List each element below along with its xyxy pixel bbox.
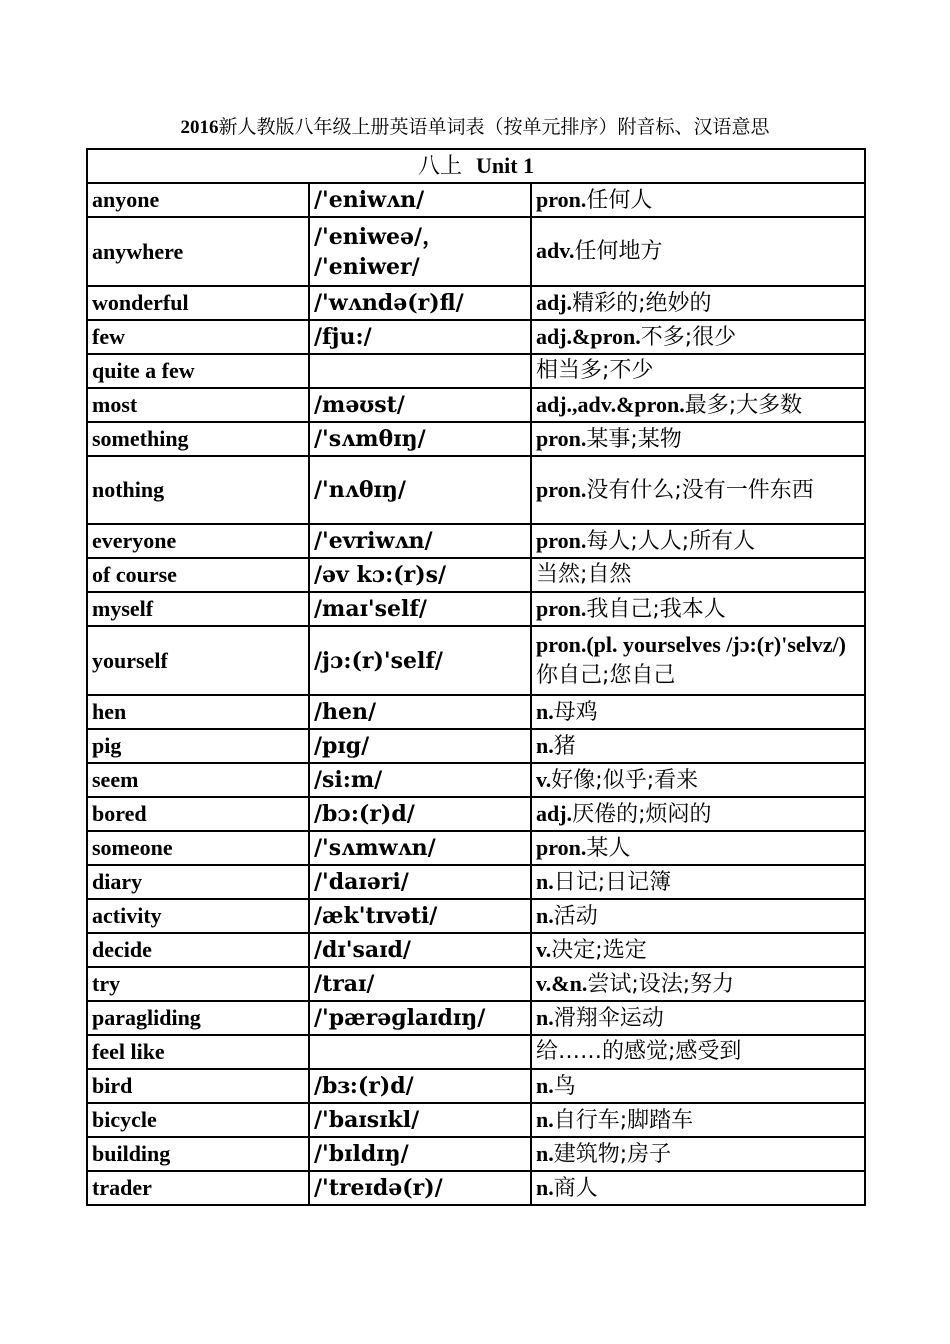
chinese-meaning: 最多;大多数 — [684, 392, 803, 418]
table-row — [87, 797, 865, 831]
meaning-cell — [531, 354, 865, 388]
part-of-speech: pron. — [536, 595, 587, 621]
table-row — [87, 1137, 865, 1171]
word-cell: wonderful — [87, 286, 309, 320]
table-row — [87, 763, 865, 797]
chinese-meaning: 自行车;脚踏车 — [553, 1107, 694, 1133]
phonetic-line: /'eniwer/ — [314, 253, 420, 280]
table-row — [87, 388, 865, 422]
table-row — [87, 558, 865, 592]
chinese-meaning: 活动 — [553, 903, 598, 929]
part-of-speech: adv. — [536, 238, 575, 263]
chinese-meaning: 鸟 — [553, 1073, 576, 1099]
chinese-meaning: 相当多;不少 — [536, 358, 654, 383]
meaning-cell — [531, 286, 865, 320]
chinese-meaning: 猪 — [553, 733, 576, 759]
meaning-cell — [531, 320, 865, 354]
word-cell: everyone — [87, 524, 309, 558]
vocabulary-table-body — [87, 149, 865, 1205]
phonetic-cell: /'wʌndə(r)fl/ — [309, 286, 531, 320]
phonetic-cell: /maɪ'self/ — [309, 592, 531, 626]
word-cell: quite a few — [87, 354, 309, 388]
phonetic-cell: /'evriwʌn/ — [309, 524, 531, 558]
part-of-speech: n. — [536, 1004, 554, 1030]
chinese-meaning: 你自己;您自己 — [536, 663, 676, 688]
meaning-cell — [531, 933, 865, 967]
unit-title: Unit 1 — [475, 153, 535, 178]
word-cell: yourself — [87, 626, 309, 695]
word-cell: trader — [87, 1171, 309, 1205]
table-row — [87, 831, 865, 865]
word-cell: bird — [87, 1069, 309, 1103]
part-of-speech: n. — [536, 1106, 554, 1132]
chinese-meaning: 给……的感觉;感受到 — [536, 1039, 742, 1064]
part-of-speech: v. — [536, 936, 552, 962]
phonetic-cell — [309, 354, 531, 388]
meaning-cell — [531, 763, 865, 797]
table-row — [87, 865, 865, 899]
table-row — [87, 695, 865, 729]
phonetic-cell: /əv kɔ:(r)s/ — [309, 558, 531, 592]
table-row — [87, 1103, 865, 1137]
meaning-cell — [531, 217, 865, 286]
part-of-speech: n. — [536, 902, 554, 928]
chinese-meaning: 精彩的;绝妙的 — [572, 290, 712, 316]
table-row — [87, 524, 865, 558]
unit-header — [87, 149, 865, 183]
meaning-cell — [531, 899, 865, 933]
meaning-cell — [531, 797, 865, 831]
word-cell: anyone — [87, 183, 309, 217]
word-cell: nothing — [87, 456, 309, 524]
table-row — [87, 354, 865, 388]
chinese-meaning: 任何人 — [586, 187, 653, 213]
title-text: 新人教版八年级上册英语单词表（按单元排序）附音标、汉语意思 — [218, 117, 770, 138]
part-of-speech: adj.&pron. — [536, 323, 641, 349]
part-of-speech: pron.(pl. yourselves /jɔ:(r)'selvz/) — [536, 632, 846, 657]
word-cell: myself — [87, 592, 309, 626]
chinese-meaning: 日记;日记簿 — [553, 869, 672, 895]
meaning-cell — [531, 626, 865, 695]
phonetic-cell: /bɔ:(r)d/ — [309, 797, 531, 831]
part-of-speech: adj.,adv.&pron. — [536, 391, 685, 417]
word-cell: feel like — [87, 1035, 309, 1069]
table-row — [87, 729, 865, 763]
part-of-speech: n. — [536, 1072, 554, 1098]
part-of-speech: adj. — [536, 289, 573, 315]
meaning-cell — [531, 1069, 865, 1103]
chinese-meaning: 每人;人人;所有人 — [586, 528, 756, 554]
word-cell: activity — [87, 899, 309, 933]
word-cell: hen — [87, 695, 309, 729]
word-cell: building — [87, 1137, 309, 1171]
word-cell: decide — [87, 933, 309, 967]
phonetic-cell: /'sʌmwʌn/ — [309, 831, 531, 865]
meaning-cell — [531, 1137, 865, 1171]
part-of-speech: pron. — [536, 476, 587, 502]
meaning-cell — [531, 422, 865, 456]
part-of-speech: pron. — [536, 186, 587, 212]
table-row — [87, 592, 865, 626]
phonetic-cell: /jɔ:(r)'self/ — [309, 626, 531, 695]
table-row — [87, 286, 865, 320]
chinese-meaning: 好像;似乎;看来 — [551, 767, 699, 793]
word-cell: anywhere — [87, 217, 309, 286]
chinese-meaning: 母鸡 — [553, 699, 598, 725]
table-row — [87, 626, 865, 695]
part-of-speech: v. — [536, 766, 552, 792]
word-cell: seem — [87, 763, 309, 797]
table-row — [87, 320, 865, 354]
phonetic-cell: /si:m/ — [309, 763, 531, 797]
meaning-cell — [531, 1171, 865, 1205]
word-cell: few — [87, 320, 309, 354]
meaning-cell — [531, 1035, 865, 1069]
part-of-speech: n. — [536, 1140, 554, 1166]
table-row — [87, 1001, 865, 1035]
phonetic-cell: /fju:/ — [309, 320, 531, 354]
meaning-cell — [531, 592, 865, 626]
phonetic-cell: /æk'tɪvəti/ — [309, 899, 531, 933]
phonetic-cell: /traɪ/ — [309, 967, 531, 1001]
chinese-meaning: 尝试;设法;努力 — [587, 971, 735, 997]
word-cell: pig — [87, 729, 309, 763]
chinese-meaning: 没有什么;没有一件东西 — [586, 477, 814, 503]
phonetic-cell: /'treɪdə(r)/ — [309, 1171, 531, 1205]
table-row — [87, 456, 865, 524]
part-of-speech: adj. — [536, 800, 573, 826]
part-of-speech: n. — [536, 1174, 554, 1200]
table-row — [87, 967, 865, 1001]
table-row — [87, 422, 865, 456]
phonetic-cell: /'pærəɡlaɪdɪŋ/ — [309, 1001, 531, 1035]
unit-grade: 八上 — [417, 153, 462, 178]
table-row — [87, 933, 865, 967]
unit-header-row — [87, 149, 865, 183]
page-title — [0, 116, 950, 140]
title-year: 2016 — [180, 117, 219, 138]
phonetic-cell: /'eniwʌn/ — [309, 183, 531, 217]
chinese-meaning: 不多;很少 — [640, 324, 737, 350]
meaning-cell — [531, 1001, 865, 1035]
meaning-cell — [531, 865, 865, 899]
phonetic-cell: /'sʌmθɪŋ/ — [309, 422, 531, 456]
word-cell: of course — [87, 558, 309, 592]
word-cell: most — [87, 388, 309, 422]
part-of-speech: n. — [536, 698, 554, 724]
chinese-meaning: 建筑物;房子 — [553, 1141, 672, 1167]
chinese-meaning: 任何地方 — [574, 239, 663, 264]
phonetic-cell: /bɜ:(r)d/ — [309, 1069, 531, 1103]
chinese-meaning: 某事;某物 — [586, 426, 682, 452]
phonetic-cell: /hen/ — [309, 695, 531, 729]
vocabulary-table — [86, 148, 866, 1206]
meaning-cell — [531, 524, 865, 558]
part-of-speech: pron. — [536, 425, 587, 451]
table-row — [87, 1069, 865, 1103]
table-row — [87, 1171, 865, 1205]
chinese-meaning: 当然;自然 — [536, 562, 632, 587]
word-cell: something — [87, 422, 309, 456]
meaning-cell — [531, 967, 865, 1001]
phonetic-cell — [309, 1035, 531, 1069]
chinese-meaning: 我自己;我本人 — [586, 596, 726, 622]
phonetic-cell: /'baɪsɪkl/ — [309, 1103, 531, 1137]
part-of-speech: pron. — [536, 834, 587, 860]
table-row — [87, 183, 865, 217]
part-of-speech: pron. — [536, 527, 587, 553]
table-row — [87, 217, 865, 286]
table-row — [87, 899, 865, 933]
meaning-cell — [531, 831, 865, 865]
phonetic-cell: /dɪ'saɪd/ — [309, 933, 531, 967]
chinese-meaning: 滑翔伞运动 — [553, 1005, 664, 1031]
word-cell: paragliding — [87, 1001, 309, 1035]
chinese-meaning: 决定;选定 — [551, 937, 647, 963]
phonetic-cell: /'daɪəri/ — [309, 865, 531, 899]
table-row — [87, 1035, 865, 1069]
chinese-meaning: 商人 — [553, 1175, 598, 1201]
phonetic-cell: /'nʌθɪŋ/ — [309, 456, 531, 524]
meaning-cell — [531, 1103, 865, 1137]
phonetic-cell: /məʊst/ — [309, 388, 531, 422]
meaning-cell — [531, 695, 865, 729]
meaning-cell — [531, 183, 865, 217]
chinese-meaning: 厌倦的;烦闷的 — [572, 801, 712, 827]
phonetic-cell — [309, 217, 531, 286]
meaning-cell — [531, 558, 865, 592]
word-cell: try — [87, 967, 309, 1001]
chinese-meaning: 某人 — [586, 835, 631, 861]
part-of-speech: n. — [536, 868, 554, 894]
phonetic-line: /'eniweə/， — [314, 223, 445, 250]
word-cell: diary — [87, 865, 309, 899]
meaning-cell — [531, 456, 865, 524]
phonetic-cell: /'bɪldɪŋ/ — [309, 1137, 531, 1171]
meaning-cell — [531, 729, 865, 763]
word-cell: someone — [87, 831, 309, 865]
word-cell: bicycle — [87, 1103, 309, 1137]
part-of-speech: v.&n. — [536, 970, 588, 996]
meaning-cell — [531, 388, 865, 422]
word-cell: bored — [87, 797, 309, 831]
phonetic-cell: /pɪg/ — [309, 729, 531, 763]
part-of-speech: n. — [536, 732, 554, 758]
